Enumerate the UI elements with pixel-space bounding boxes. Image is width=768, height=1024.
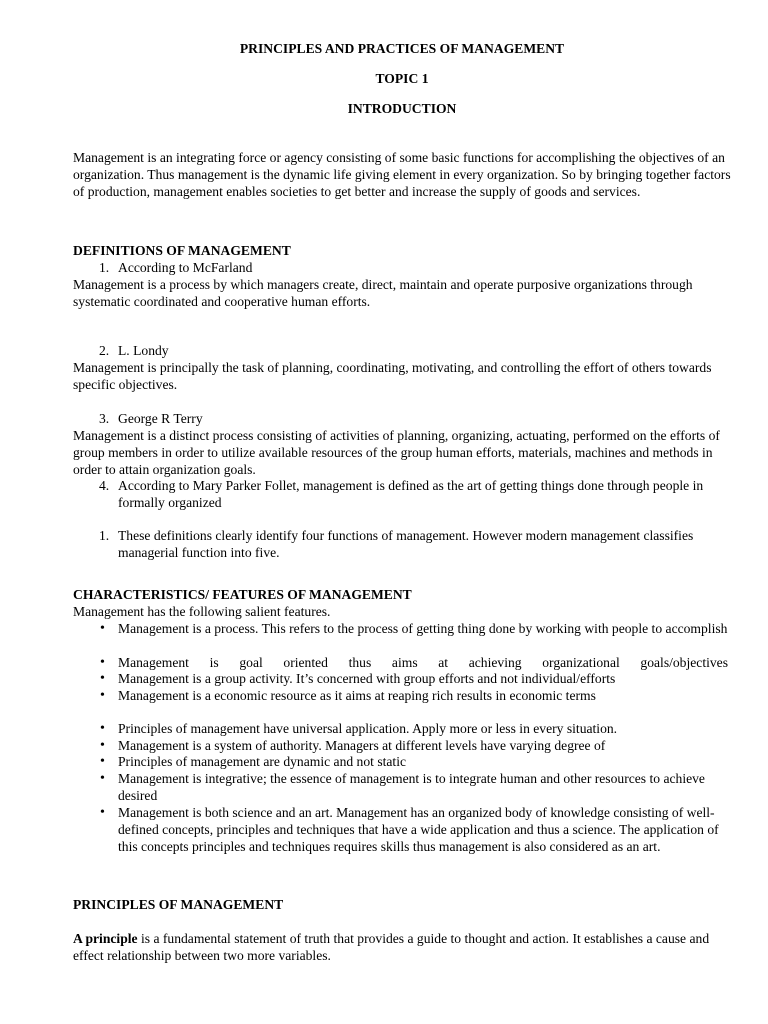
bullet-icon: •	[100, 771, 105, 786]
definition-title: According to McFarland	[118, 260, 253, 275]
definition-number: 3.	[99, 411, 110, 426]
definition-number: 1.	[99, 260, 110, 275]
principle-text: is a fundamental statement of truth that provides a guide to thought and action. It establishes a cause and effect relationship between two more variables.	[73, 931, 710, 963]
list-item: Principles of management have universal application. Apply more or less in every situation.	[118, 721, 618, 736]
characteristics-heading: CHARACTERISTICS/ FEATURES OF MANAGEMENT	[73, 587, 412, 602]
list-item: Management is a group activity. It’s concerned with group efforts and not individual/efforts	[118, 671, 616, 686]
definition-text: Management is a distinct process consisting of activities of planning, organizing, actuating, performed on the efforts of group members in order to utilize available resources of the group human efforts, materials, machines and methods in order to attain organization goals.	[73, 428, 720, 477]
principle-term: A principle	[73, 931, 138, 946]
document-title: PRINCIPLES AND PRACTICES OF MANAGEMENT	[239, 41, 565, 56]
bullet-icon: •	[100, 721, 105, 736]
list-item: Management is integrative; the essence of management is to integrate human and other resources to achieve desired	[118, 771, 705, 803]
definition-text: Management is a process by which managers create, direct, maintain and operate purposive organizations through systematic coordinated and cooperative human efforts.	[73, 277, 693, 309]
bullet-icon: •	[100, 688, 105, 703]
topic-label: TOPIC 1	[375, 71, 429, 86]
principle-definition	[73, 931, 733, 965]
principles-heading: PRINCIPLES OF MANAGEMENT	[73, 897, 284, 912]
definition-number: 2.	[99, 343, 110, 358]
section-title-introduction: INTRODUCTION	[347, 101, 457, 116]
bullet-icon: •	[100, 671, 105, 686]
definitions-heading: DEFINITIONS OF MANAGEMENT	[73, 243, 291, 258]
definition-title: L. Londy	[118, 343, 169, 358]
list-item: Principles of management are dynamic and not static	[118, 754, 407, 769]
bullet-icon: •	[100, 738, 105, 753]
definition-title: George R Terry	[118, 411, 203, 426]
definition-text: Management is principally the task of planning, coordinating, motivating, and controlling the effort of others towards specific objectives.	[73, 360, 712, 392]
bullet-icon: •	[100, 655, 105, 670]
intro-paragraph: Management is an integrating force or agency consisting of some basic functions for accomplishing the objectives of an organization. Thus management is the dynamic life giving element in every organization. So by bringing together factors of production, management enables societies to get better and increase the supply of goods and services.	[73, 150, 731, 199]
definitions-note: These definitions clearly identify four functions of management. However modern management classifies managerial function into five.	[118, 528, 694, 560]
bullet-icon: •	[100, 805, 105, 820]
list-item: Management is both science and an art. Management has an organized body of knowledge consisting of well-defined concepts, principles and techniques that have a wide application and thus a science. The application of this concepts principles and techniques requires skills thus management is also considered as an art.	[118, 805, 719, 854]
list-item: Management is a economic resource as it aims at reaping rich results in economic terms	[118, 688, 596, 703]
definition-number: 4.	[99, 478, 110, 493]
definition-title: According to Mary Parker Follet, management is defined as the art of getting things done through people in formally organized	[118, 478, 704, 510]
bullet-icon: •	[100, 754, 105, 769]
list-item: Management is goal oriented thus aims at achieving organizational goals/objectives	[118, 655, 728, 670]
list-item: Management is a system of authority. Managers at different levels have varying degree of	[118, 738, 606, 753]
characteristics-lead: Management has the following salient features.	[73, 604, 331, 619]
bullet-icon: •	[100, 621, 105, 636]
note-number: 1.	[99, 528, 110, 543]
list-item: Management is a process. This refers to the process of getting thing done by working with people to accomplish	[118, 621, 728, 636]
